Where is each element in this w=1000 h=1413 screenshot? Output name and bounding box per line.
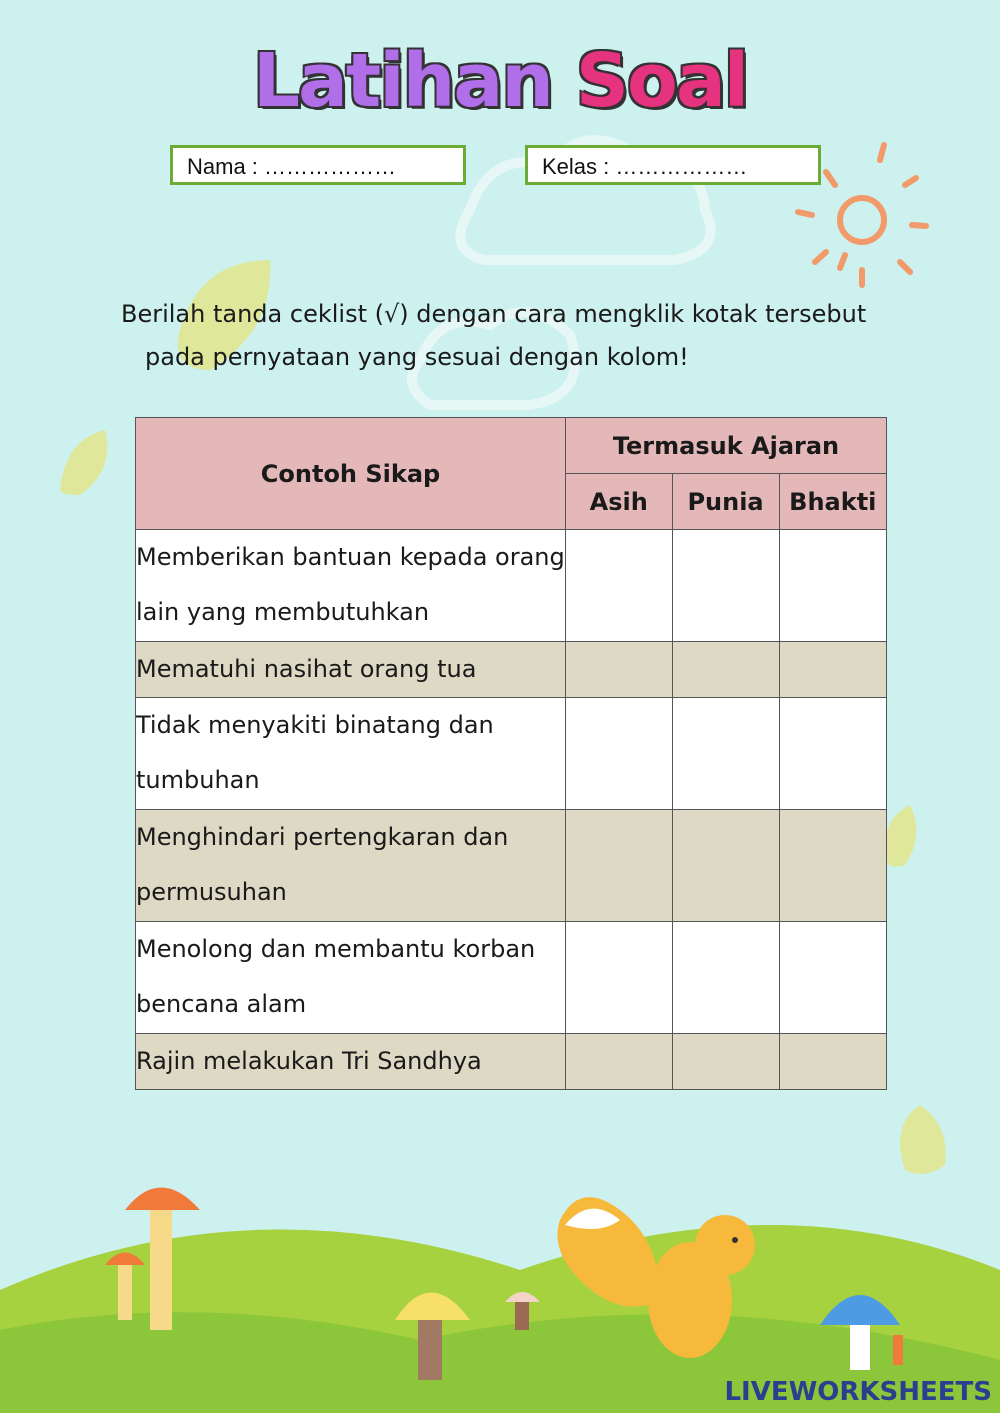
row-statement: Menolong dan membantu korban bencana alam [136, 922, 566, 1034]
checkbox-bhakti[interactable] [779, 642, 886, 698]
brand-text: LIVEWORKSHEETS [724, 1377, 992, 1407]
checkbox-punia[interactable] [672, 1034, 779, 1090]
title-word-2: Soal [575, 38, 748, 124]
nama-label: Nama : ……………… [187, 154, 397, 179]
checkbox-bhakti[interactable] [779, 530, 886, 642]
checkbox-asih[interactable] [566, 1034, 673, 1090]
checkbox-bhakti[interactable] [779, 810, 886, 922]
row-statement: Mematuhi nasihat orang tua [136, 642, 566, 698]
instruction-line-2: pada pernyataan yang sesuai dengan kolom! [145, 343, 689, 371]
checkbox-punia[interactable] [672, 698, 779, 810]
header-punia: Punia [672, 474, 779, 530]
checklist-table [135, 417, 887, 1090]
table-row [136, 642, 887, 698]
table-row [136, 922, 887, 1034]
checkbox-bhakti[interactable] [779, 698, 886, 810]
row-statement: Memberikan bantuan kepada orang lain yang membutuhkan [136, 530, 566, 642]
header-asih: Asih [566, 474, 673, 530]
instruction-text [121, 293, 901, 379]
page-title [0, 38, 1000, 124]
row-statement: Rajin melakukan Tri Sandhya [136, 1034, 566, 1090]
instruction-line-1: Berilah tanda ceklist (√) dengan cara mengklik kotak tersebut [121, 300, 867, 328]
table-row [136, 698, 887, 810]
table-row [136, 530, 887, 642]
checkbox-asih[interactable] [566, 530, 673, 642]
table-row [136, 1034, 887, 1090]
kelas-field[interactable] [525, 145, 821, 185]
table-row [136, 810, 887, 922]
header-termasuk-ajaran: Termasuk Ajaran [566, 418, 887, 474]
checkbox-bhakti[interactable] [779, 1034, 886, 1090]
checkbox-punia[interactable] [672, 642, 779, 698]
checkbox-bhakti[interactable] [779, 922, 886, 1034]
row-statement: Tidak menyakiti binatang dan tumbuhan [136, 698, 566, 810]
row-statement: Menghindari pertengkaran dan permusuhan [136, 810, 566, 922]
liveworksheets-logo [724, 1377, 992, 1407]
checkbox-punia[interactable] [672, 810, 779, 922]
kelas-label: Kelas : ……………… [542, 154, 748, 179]
header-bhakti: Bhakti [779, 474, 886, 530]
header-contoh-sikap: Contoh Sikap [136, 418, 566, 530]
nama-field[interactable] [170, 145, 466, 185]
checkbox-punia[interactable] [672, 922, 779, 1034]
checkbox-asih[interactable] [566, 922, 673, 1034]
checkbox-asih[interactable] [566, 698, 673, 810]
checkbox-asih[interactable] [566, 810, 673, 922]
checkbox-asih[interactable] [566, 642, 673, 698]
title-word-1: Latihan [252, 38, 552, 124]
checkbox-punia[interactable] [672, 530, 779, 642]
